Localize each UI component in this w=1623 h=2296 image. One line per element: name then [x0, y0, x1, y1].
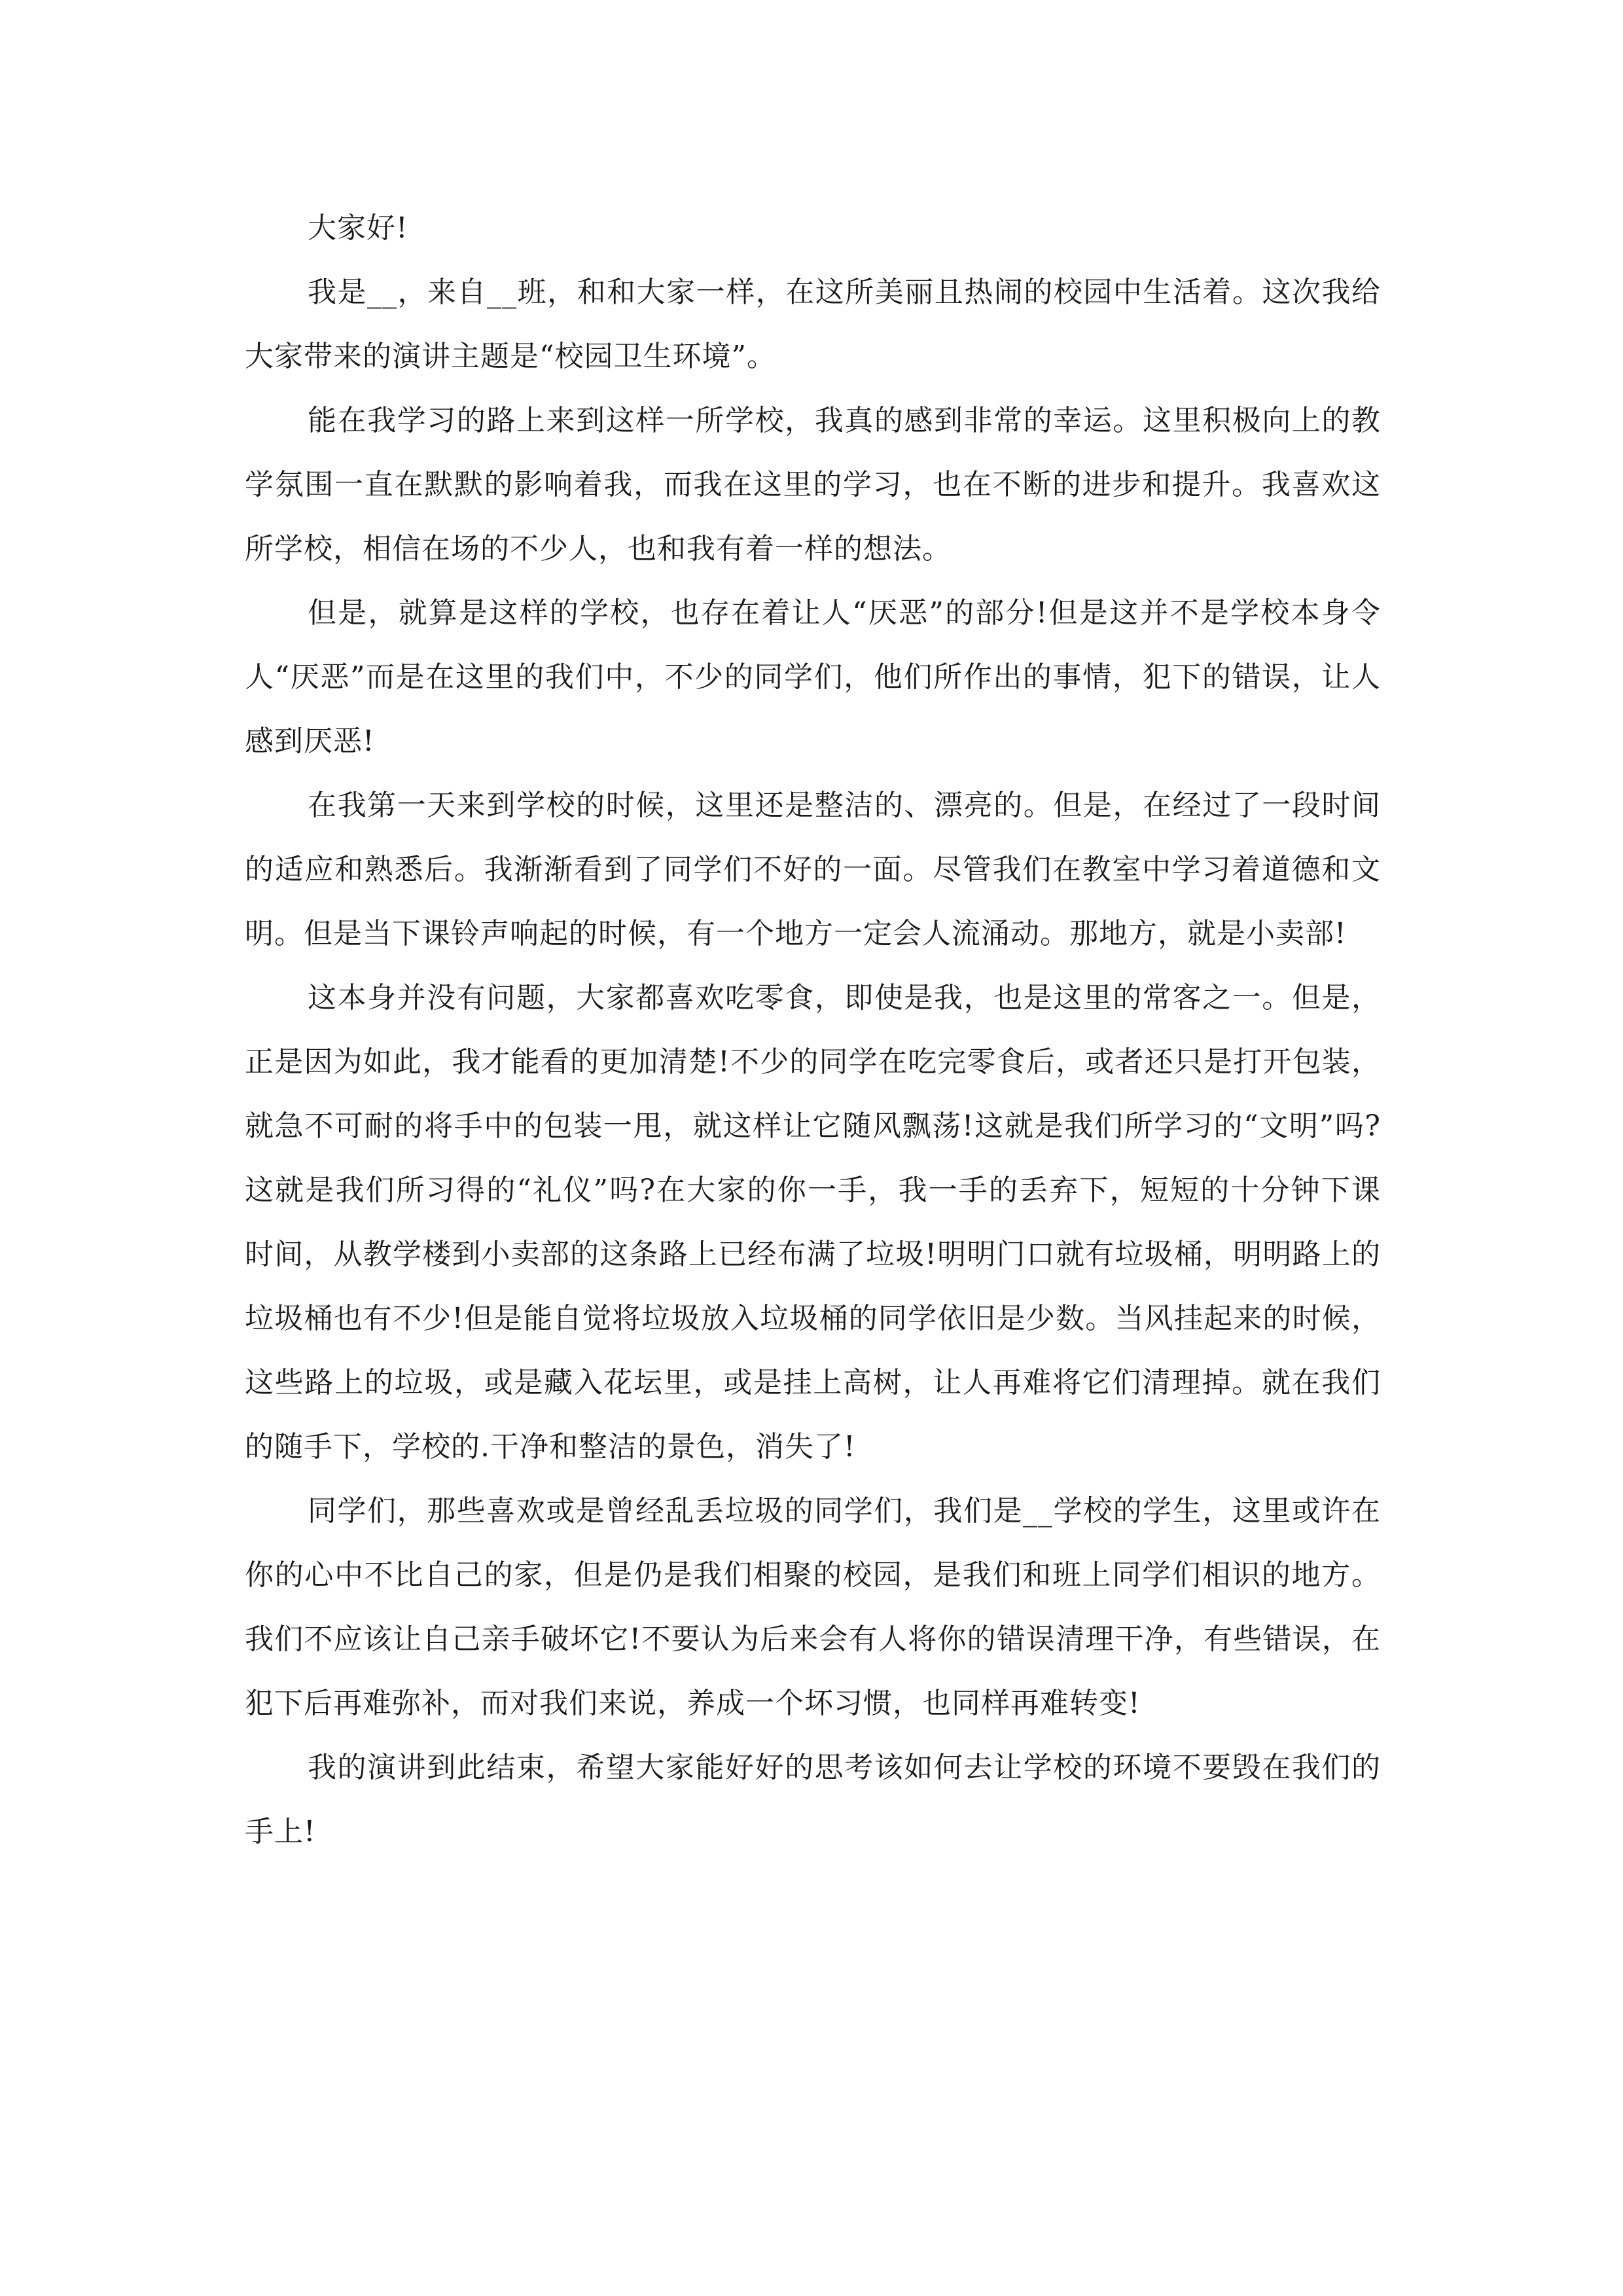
paragraph-conclusion: 我的演讲到此结束，希望大家能好好的思考该如何去让学校的环境不要毁在我们的手上! [245, 1751, 1381, 1848]
paragraph-observation: 在我第一天来到学校的时候，这里还是整洁的、漂亮的。但是，在经过了一段时间的适应和熟悉后。我渐渐看到了同学们不好的一面。尽管我们在教室中学习着道德和文明。但是当下课铃声响起的时候，有一个地方一定会人流涌动。那地方，就是小卖部! [245, 789, 1381, 950]
paragraph-littering-description: 这本身并没有问题，大家都喜欢吃零食，即使是我，也是这里的常客之一。但是，正是因为如此，我才能看的更加清楚!不少的同学在吃完零食后，或者还只是打开包装，就急不可耐的将手中的包装一甩，就这样让它随风飘荡!这就是我们所学习的“文明”吗?这就是我们所习得的“礼仪”吗?在大家的你一手，我一手的丢弃下，短短的十分钟下课时间，从教学楼到小卖部的这条路上已经布满了垃圾!明明门口就有垃圾桶，明明路上的垃圾桶也有不少!但是能自觉将垃圾放入垃圾桶的同学依旧是少数。当风挂起来的时候，这些路上的垃圾，或是藏入花坛里，或是挂上高树，让人再难将它们清理掉。就在我们的随手下，学校的.干净和整洁的景色，消失了! [245, 981, 1381, 1463]
speech-body [245, 196, 1381, 1864]
paragraph-introduction: 我是__，来自__班，和和大家一样，在这所美丽且热闹的校园中生活着。这次我给大家带来的演讲主题是“校园卫生环境”。 [245, 276, 1381, 373]
paragraph-greeting: 大家好! [308, 211, 408, 245]
paragraph-problem-statement: 但是，就算是这样的学校，也存在着让人“厌恶”的部分!但是这并不是学校本身令人“厌恶”而是在这里的我们中，不少的同学们，他们所作出的事情，犯下的错误，让人感到厌恶! [245, 596, 1381, 758]
paragraph-appeal: 同学们，那些喜欢或是曾经乱丢垃圾的同学们，我们是__学校的学生，这里或许在你的心中不比自己的家，但是仍是我们相聚的校园，是我们和班上同学们相识的地方。我们不应该让自己亲手破坏它!不要认为后来会有人将你的错误清理干净，有些错误，在犯下后再难弥补，而对我们来说，养成一个坏习惯，也同样再难转变! [245, 1494, 1381, 1720]
paragraph-school-appreciation: 能在我学习的路上来到这样一所学校，我真的感到非常的幸运。这里积极向上的教学氛围一直在默默的影响着我，而我在这里的学习，也在不断的进步和提升。我喜欢这所学校，相信在场的不少人，也和我有着一样的想法。 [245, 404, 1381, 565]
